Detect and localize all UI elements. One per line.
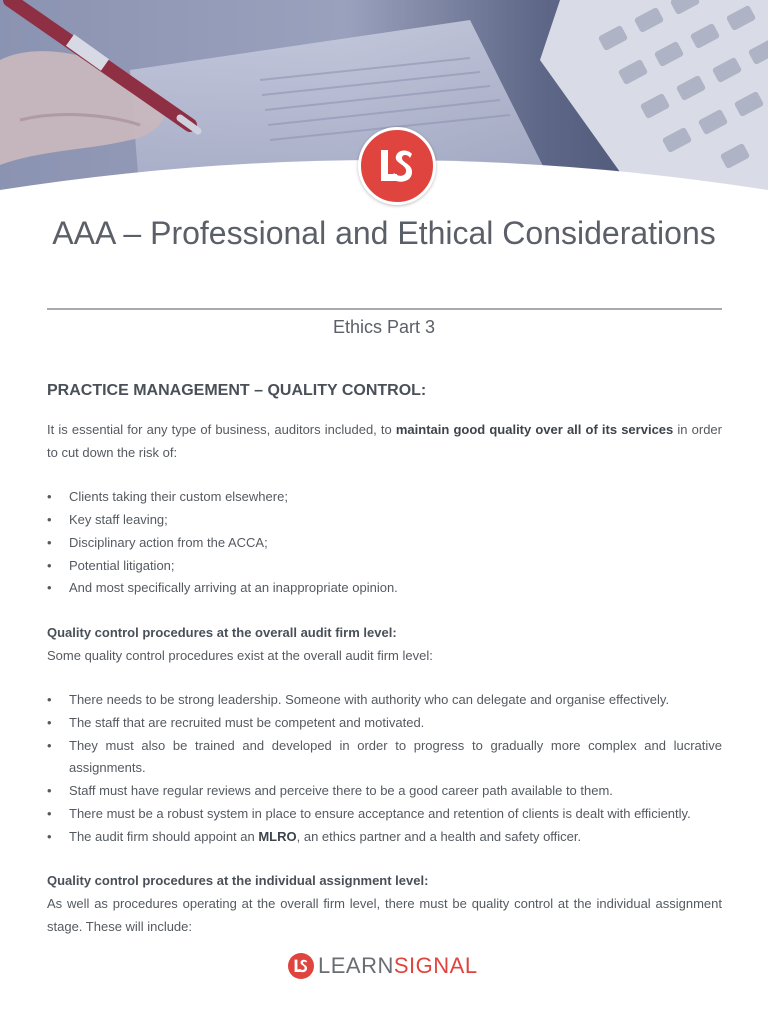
list-item bbox=[47, 712, 722, 735]
list-item bbox=[47, 803, 722, 826]
document-subtitle: Ethics Part 3 bbox=[332, 317, 436, 337]
list-item bbox=[47, 826, 722, 849]
firm-level-list bbox=[47, 689, 722, 848]
bullet-icon: • bbox=[47, 489, 52, 505]
list-item bbox=[47, 555, 722, 578]
bullet-icon: • bbox=[47, 715, 52, 731]
document-title: AAA – Professional and Ethical Considerations bbox=[52, 215, 716, 251]
list-item-text-end: , an ethics partner and a health and safety officer. bbox=[296, 828, 582, 844]
footer-brand-signal: SIGNAL bbox=[393, 953, 478, 978]
intro-text-start: It is essential for any type of business, auditors included, to bbox=[47, 422, 396, 437]
bullet-icon: • bbox=[47, 783, 52, 799]
bullet-icon: • bbox=[47, 828, 52, 844]
bullet-icon: • bbox=[47, 557, 52, 573]
list-item-text: The staff that are recruited must be competent and motivated. bbox=[69, 715, 425, 731]
bullet-icon: • bbox=[47, 534, 52, 550]
section-heading: PRACTICE MANAGEMENT – QUALITY CONTROL: bbox=[47, 382, 427, 399]
intro-text-bold: maintain good quality over all of its services bbox=[395, 422, 674, 437]
bullet-icon: • bbox=[47, 580, 52, 596]
list-item bbox=[47, 577, 722, 600]
list-item-text: Potential litigation; bbox=[69, 557, 175, 573]
list-item-text: Key staff leaving; bbox=[69, 512, 168, 528]
list-item-text: They must also be trained and developed in order to progress to gradually more complex and lucrative assignments. bbox=[69, 737, 722, 776]
bullet-icon: • bbox=[47, 512, 52, 528]
list-item-text: There must be a robust system in place to ensure acceptance and retention of clients is dealt with efficiently. bbox=[69, 805, 691, 821]
firm-level-intro: Some quality control procedures exist at the overall audit firm level: bbox=[47, 647, 433, 663]
document-body bbox=[47, 380, 722, 938]
bullet-icon: • bbox=[47, 805, 52, 821]
list-item bbox=[47, 780, 722, 803]
list-item-text: Disciplinary action from the ACCA; bbox=[69, 534, 268, 550]
bullet-icon: • bbox=[47, 692, 52, 708]
list-item-text: And most specifically arriving at an inappropriate opinion. bbox=[69, 580, 398, 596]
list-item-text-bold: MLRO bbox=[258, 828, 297, 844]
assignment-level-heading: Quality control procedures at the individual assignment level: bbox=[47, 873, 429, 889]
list-item bbox=[47, 532, 722, 555]
list-item-text: There needs to be strong leadership. Someone with authority who can delegate and organise effectively. bbox=[69, 692, 670, 708]
firm-level-heading: Quality control procedures at the overall audit firm level: bbox=[47, 624, 397, 640]
footer-brand-logo bbox=[288, 952, 478, 980]
list-item-text-start: The audit firm should appoint an bbox=[69, 828, 259, 844]
list-item-text: Staff must have regular reviews and perceive there to be a good career path available to them. bbox=[69, 783, 613, 799]
assignment-level-intro: As well as procedures operating at the overall firm level, there must be quality control at the individual assignment stage. These will include: bbox=[47, 895, 722, 934]
title-divider bbox=[47, 308, 722, 310]
intro-text-end: in order to cut down the risk of: bbox=[47, 422, 722, 460]
footer-brand-learn: LEARN bbox=[318, 953, 394, 978]
learnsignal-ls-icon bbox=[288, 953, 314, 979]
list-item bbox=[47, 735, 722, 780]
list-item-text: Clients taking their custom elsewhere; bbox=[69, 489, 288, 505]
list-item bbox=[47, 509, 722, 532]
intro-paragraph bbox=[47, 419, 722, 464]
risk-list bbox=[47, 486, 722, 600]
list-item bbox=[47, 486, 722, 509]
list-item bbox=[47, 689, 722, 712]
bullet-icon: • bbox=[47, 737, 52, 753]
learnsignal-ls-icon bbox=[358, 127, 436, 205]
